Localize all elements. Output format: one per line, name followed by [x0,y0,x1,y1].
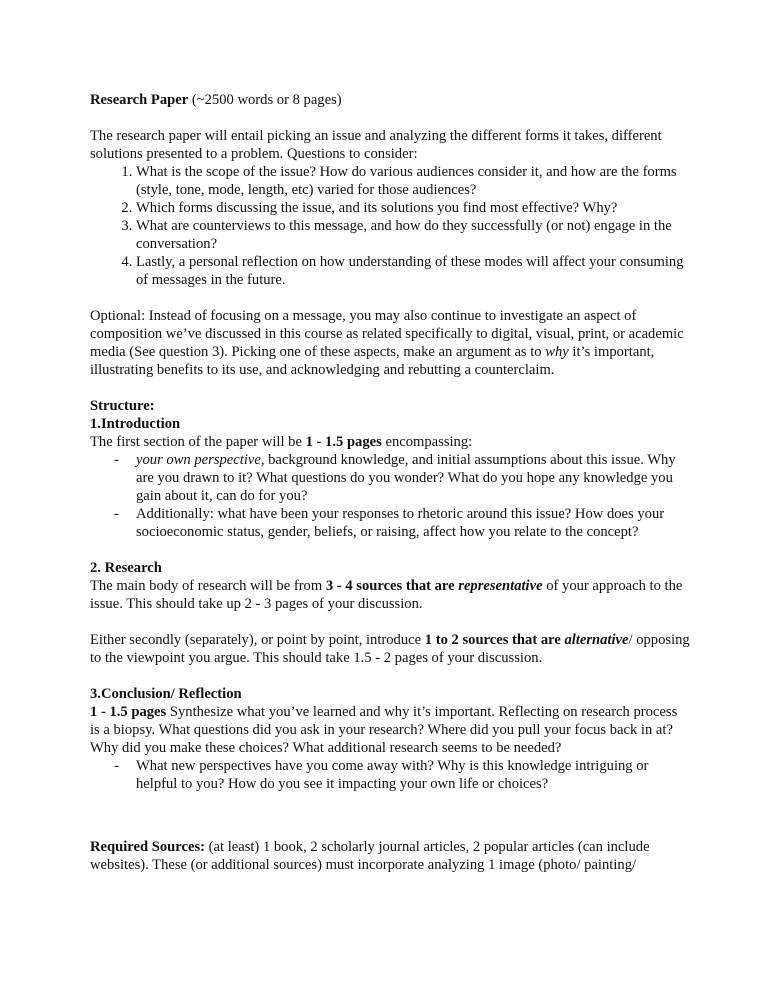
section2-paragraph-1 [90,577,690,613]
optional-text-end: it’s important, illustrating benefits to its use, and acknowledging and rebutting a counterclaim. [90,344,655,378]
question-item: 1. What is the scope of the issue? How do various audiences consider it, and how are the forms (style, tone, mode, length, etc) varied for those audiences? [136,163,690,199]
section2-heading-text: 2. Research [90,560,162,576]
section1-intro-text: The first section of the paper will be [90,434,306,450]
section3-bullets [90,757,690,793]
question-item: 2. Which forms discussing the issue, and its solutions you find most effective? Why? [136,199,690,217]
bullet-text: , background knowledge, and initial assumptions about this issue. Why are you drawn to it? What questions do you wonder? What do you hope any knowledge you gain about it, can do for you? [136,452,676,504]
bullet-text: Additionally: what have been your responses to rhetoric around this issue? How does your socioeconomic status, gender, beliefs, or raising, affect how you relate to the concept? [136,506,665,540]
title-bold: Research Paper [90,92,189,108]
section1-heading-text: 1.Introduction [90,416,181,432]
document-page [90,91,690,874]
required-sources-paragraph [90,838,690,874]
section3-heading [90,685,690,703]
section2-paragraph-2 [90,631,690,667]
structure-heading-text: Structure: [90,398,155,414]
p-text: The main body of research will be from [90,578,326,594]
p-text-end: of your approach to the issue. This should take up 2 - 3 pages of your discussion. [90,578,683,612]
section3-bullet: - What new perspectives have you come away with? Why is this knowledge intriguing or helpful to you? How do you see it impacting your own life or choices? [90,757,690,793]
p-text: Synthesize what you’ve learned and why it’s important. Reflecting on research process is a biopsy. What questions did you ask in your research? Where did you pull your focus back in at? Why did you make these choices? What additional research seems to be needed? [90,704,678,756]
document-title [90,91,690,109]
p-text-end: / opposing to the viewpoint you argue. This should take 1.5 - 2 pages of your discussion. [90,632,690,666]
section1-bullets [90,451,690,541]
section1-bullet [90,505,690,541]
p-text: Either secondly (separately), or point by point, introduce [90,632,425,648]
section3-heading-text: 3.Conclusion/ Reflection [90,686,242,702]
p-bold: 1 to 2 sources that are [424,632,565,648]
section2-heading [90,559,690,577]
sources-text: (at least) 1 book, 2 scholarly journal articles, 2 popular articles (can include websites). These (or additional sources) must incorporate analyzing 1 image (photo/ painting/ [90,839,650,873]
title-rest: (~2500 words or 8 pages) [188,92,342,108]
optional-paragraph [90,307,690,379]
p-bold-italic: alternative [564,632,629,648]
structure-heading [90,397,690,415]
p-bold: 3 - 4 sources that are [325,578,459,594]
intro-paragraph: The research paper will entail picking an issue and analyzing the different forms it takes, different solutions presented to a problem. Questions to consider: [90,128,662,162]
section1-intro [90,433,690,451]
section1-heading [90,415,690,433]
p-bold-italic: representative [458,578,543,594]
optional-italic: why [545,344,569,360]
bullet-italic: your own perspective [136,452,261,468]
section3-paragraph [90,703,690,757]
section1-bullet [90,451,690,505]
question-item: 3. What are counterviews to this message, and how do they successfully (or not) engage in the conversation? [136,217,690,253]
sources-bold: Required Sources: [90,839,205,855]
section1-intro-end: encompassing: [381,434,473,450]
p-bold: 1 - 1.5 pages [90,704,167,720]
optional-text: Optional: Instead of focusing on a message, you may also continue to investigate an aspect of composition we’ve discussed in this course as related specifically to digital, visual, print, or academic media (See question 3). Picking one of these aspects, make an argument as to [90,308,684,360]
question-item: 4. Lastly, a personal reflection on how understanding of these modes will affect your consuming of messages in the future. [136,253,690,289]
questions-list [90,163,690,289]
section1-intro-bold: 1 - 1.5 pages [305,434,382,450]
